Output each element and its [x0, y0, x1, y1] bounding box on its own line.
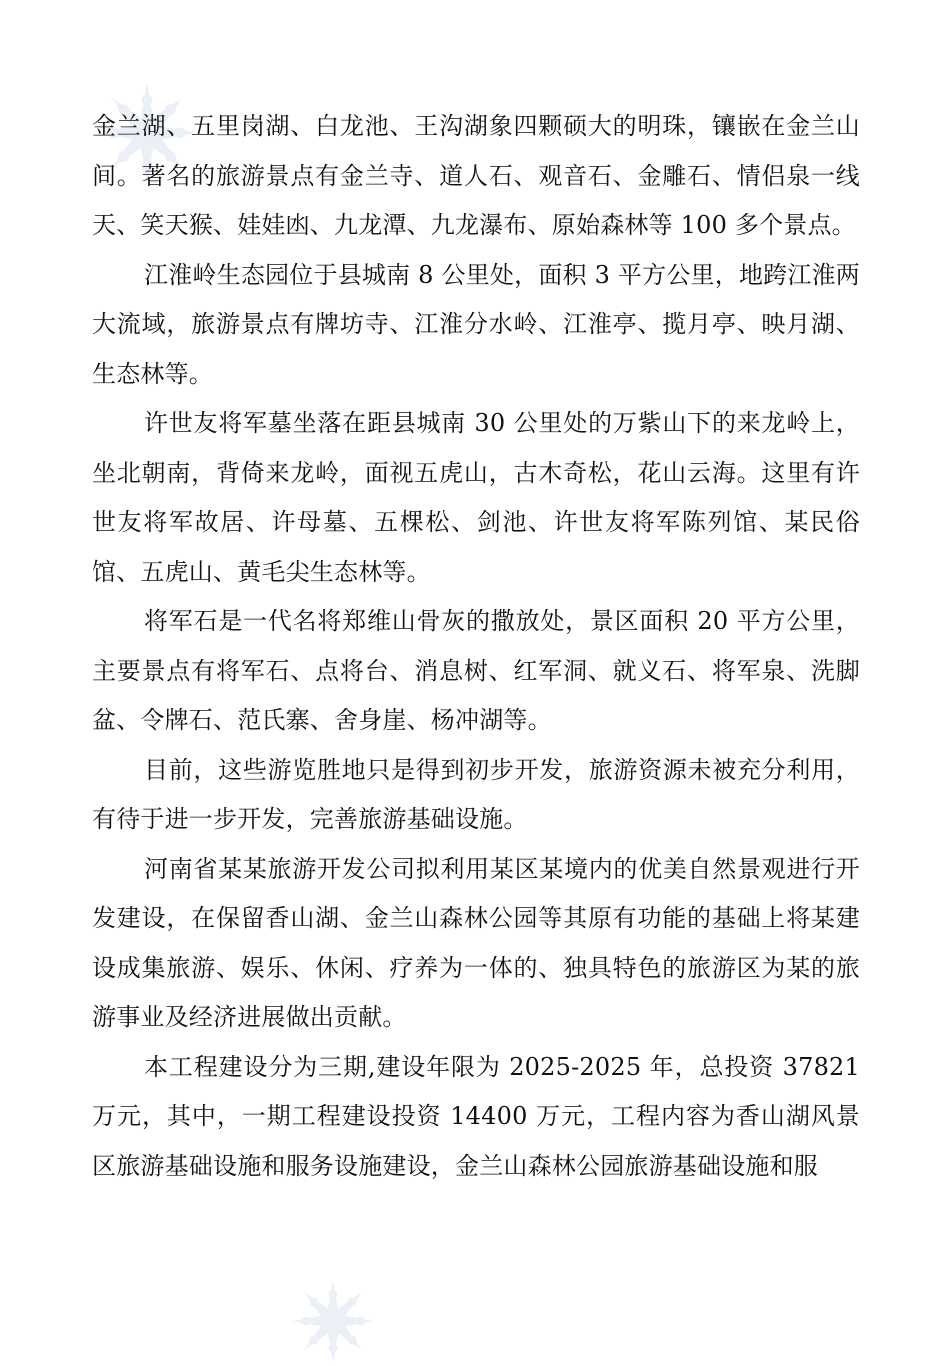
snowflake-watermark-icon	[288, 1276, 378, 1366]
paragraph-project: 本工程建设分为三期,建设年限为 2025-2025 年，总投资 37821 万元，其中，一期工程建设投资 14400 万元，工程内容为香山湖风景区旅游基础设施和服务设施建设，金兰山森林公园旅游基础设施和服	[92, 1052, 860, 1180]
paragraph-xushiyou: 许世友将军墓坐落在距县城南 30 公里处的万紫山下的来龙岭上，坐北朝南，背倚来龙岭，面视五虎山，古木奇松，花山云海。这里有许世友将军故居、许母墓、五棵松、剑池、许世友将军陈列馆、某民俗馆、五虎山、黄毛尖生态林等。	[92, 409, 860, 586]
paragraph-current: 目前，这些游览胜地只是得到初步开发，旅游资源未被充分利用，有待于进一步开发，完善旅游基础设施。	[92, 755, 860, 833]
body-text	[92, 102, 860, 1191]
paragraph-jiangjunshi: 将军石是一代名将郑维山骨灰的撒放处，景区面积 20 平方公里，主要景点有将军石、点将台、消息树、红军洞、就义石、将军泉、洗脚盆、令牌石、范氏寨、舍身崖、杨冲湖等。	[92, 607, 860, 734]
paragraph-company: 河南省某某旅游开发公司拟利用某区某境内的优美自然景观进行开发建设，在保留香山湖、金兰山森林公园等其原有功能的基础上将某建设成集旅游、娱乐、休闲、疗养为一体的、独具特色的旅游区为某的旅游事业及经济进展做出贡献。	[92, 854, 860, 1031]
paragraph-jianghuai: 江淮岭生态园位于县城南 8 公里处，面积 3 平方公里，地跨江淮两大流域，旅游景点有牌坊寺、江淮分水岭、江淮亭、揽月亭、映月湖、生态林等。	[92, 260, 860, 388]
paragraph-continuation: 金兰湖、五里岗湖、白龙池、王沟湖象四颗硕大的明珠，镶嵌在金兰山间。著名的旅游景点有金兰寺、道人石、观音石、金雕石、情侣泉一线天、笑天猴、娃娃凼、九龙潭、九龙瀑布、原始森林等 100 多个景点。	[92, 112, 860, 239]
